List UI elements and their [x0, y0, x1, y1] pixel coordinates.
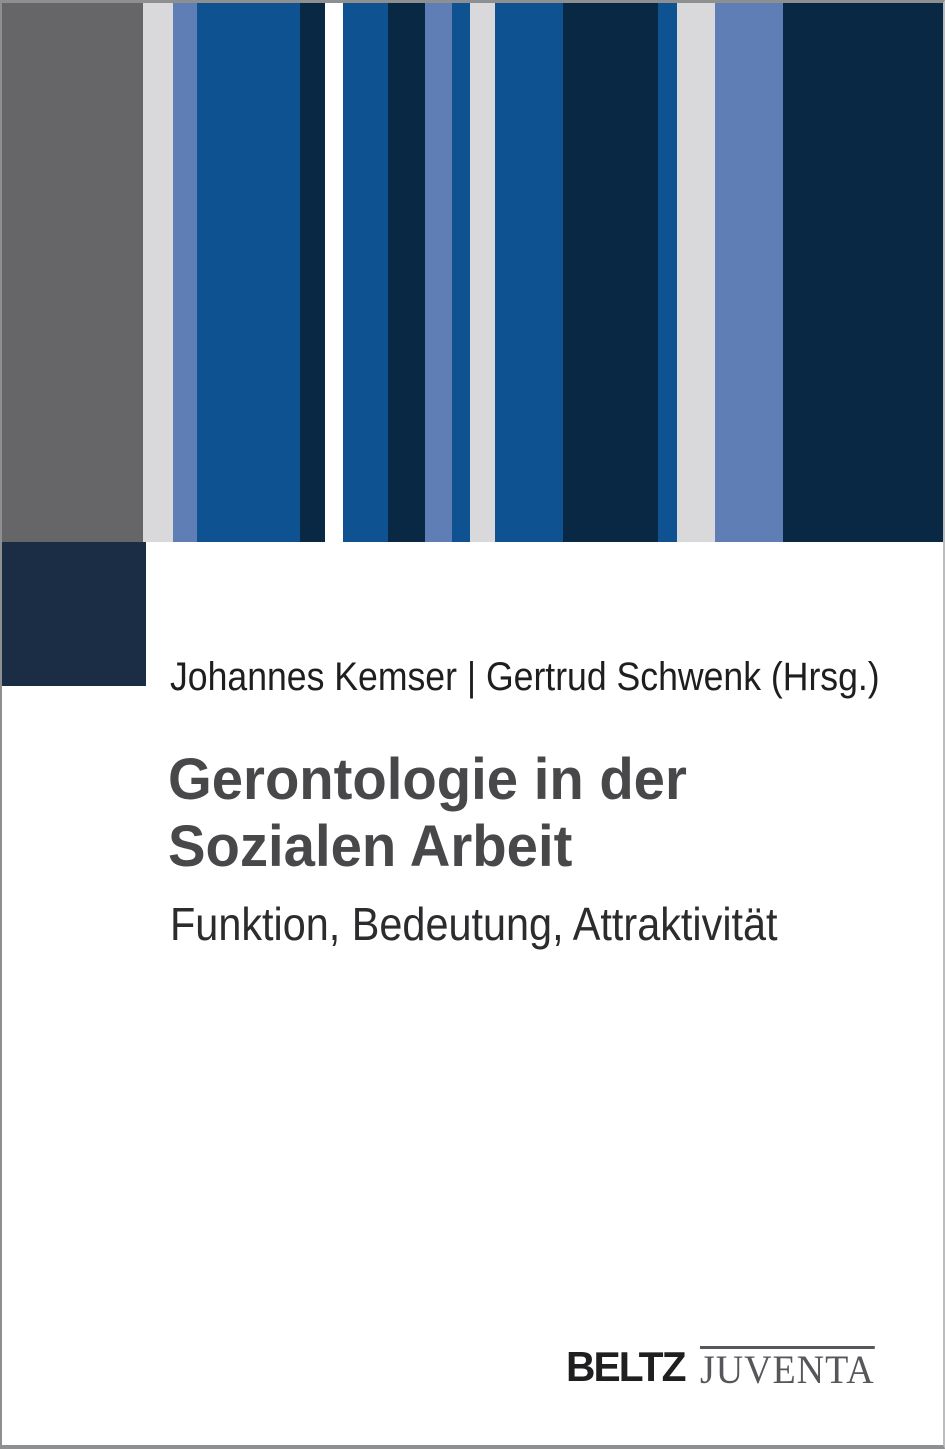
- stripe-blue: [452, 0, 470, 542]
- book-subtitle: Funktion, Bedeutung, Attraktivität: [170, 898, 778, 950]
- stripe-navy: [388, 0, 425, 542]
- stripe-periwinkle: [715, 0, 783, 542]
- stripe-navy: [300, 0, 325, 542]
- stripe-light-gray: [470, 0, 495, 542]
- navy-corner-block: [2, 542, 146, 686]
- publisher-juventa-wordmark: [700, 1346, 875, 1390]
- stripe-light-gray: [143, 0, 173, 542]
- stripe-blue: [658, 0, 677, 542]
- stripe-blue: [495, 0, 563, 542]
- stripe-dark-gray: [0, 0, 143, 542]
- stripe-navy: [563, 0, 658, 542]
- stripe-blue: [343, 0, 388, 542]
- publisher-juventa-text: JUVENTA: [700, 1347, 875, 1392]
- book-title-line1: Gerontologie in der: [168, 747, 687, 812]
- stripe-periwinkle: [425, 0, 452, 542]
- stripe-blue: [197, 0, 300, 542]
- stripe-light-gray: [677, 0, 715, 542]
- cover-stripe-artwork: [0, 0, 945, 542]
- author-line: Johannes Kemser | Gertrud Schwenk (Hrsg.): [170, 655, 880, 699]
- publisher-beltz-wordmark: BELTZ: [566, 1343, 685, 1390]
- stripe-white: [325, 0, 343, 542]
- stripe-navy: [783, 0, 945, 542]
- book-title: [168, 746, 687, 880]
- stripe-periwinkle: [173, 0, 197, 542]
- book-title-line2: Sozialen Arbeit: [168, 814, 573, 879]
